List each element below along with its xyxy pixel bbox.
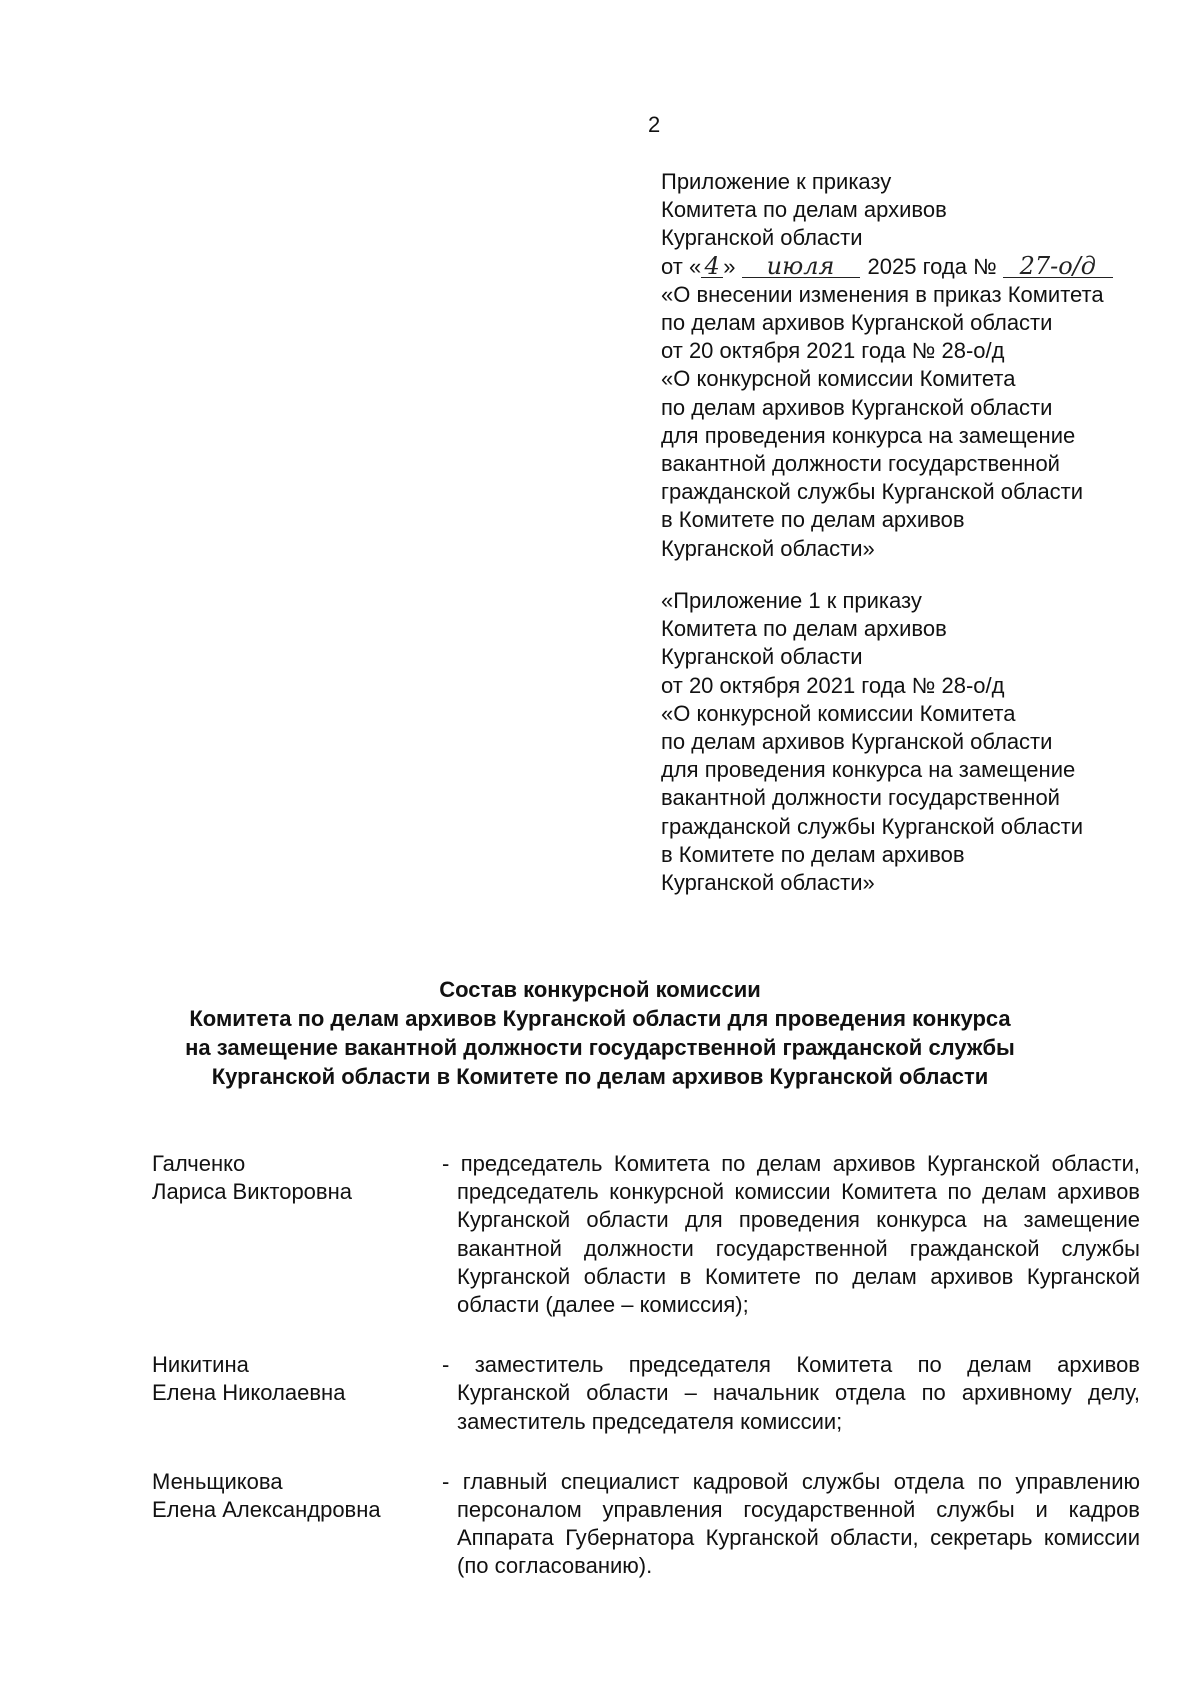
appendix-original-line: от 20 октября 2021 года № 28-о/д	[661, 672, 1005, 698]
appendix-original-line: гражданской службы Курганской области	[661, 813, 1084, 839]
appendix-header-line: для проведения конкурса на замещение	[661, 422, 1076, 448]
appendix-original-line: вакантной должности государственной	[661, 785, 1060, 811]
member-role: - председатель Комитета по делам архивов Курганской области, председатель конкурсной комиссии Комитета по делам архивов Курганской области для проведения конкурса на замещение вакантной должности государственной гражданской службы Курганской области в Комитете по делам архивов Курганской области (далее – комиссия);	[442, 1151, 1140, 1318]
page-number: 2	[648, 112, 661, 137]
appendix-header	[661, 168, 1181, 563]
member-given-names: Елена Александровна	[152, 1497, 381, 1523]
document-title	[120, 975, 1080, 1091]
appendix-header-line: «О внесении изменения в приказ Комитета	[661, 281, 1104, 307]
appendix-original-line: для проведения конкурса на замещение	[661, 757, 1076, 783]
member-row	[152, 1351, 1140, 1436]
member-role: - заместитель председателя Комитета по делам архивов Курганской области – начальник отдела по архивному делу, заместитель председателя комиссии;	[442, 1352, 1140, 1434]
date-year-label: 2025 года №	[867, 253, 997, 279]
member-given-names: Елена Николаевна	[152, 1380, 346, 1406]
member-row	[152, 1468, 1140, 1581]
member-name	[152, 1150, 442, 1319]
member-row	[152, 1150, 1140, 1319]
commission-members	[152, 1150, 1140, 1581]
appendix-header-line: Курганской области»	[661, 535, 875, 561]
handwritten-order-number: 27-о/д	[1003, 255, 1113, 278]
date-prefix: от «	[661, 253, 702, 279]
member-role: - главный специалист кадровой службы отдела по управлению персоналом управления государственной службы и кадров Аппарата Губернатора Курганской области, секретарь комиссии (по согласованию).	[442, 1468, 1140, 1579]
appendix-original-line: «Приложение 1 к приказу	[661, 588, 922, 613]
order-date-line	[661, 253, 1181, 281]
member-name	[152, 1468, 442, 1581]
appendix-original-line: Комитета по делам архивов	[661, 616, 947, 642]
appendix-original-line: по делам архивов Курганской области	[661, 729, 1053, 755]
appendix-header-line: по делам архивов Курганской области	[661, 310, 1053, 336]
member-name	[152, 1351, 442, 1436]
appendix-original-line: в Комитете по делам архивов	[661, 841, 965, 867]
appendix-original	[661, 587, 1181, 897]
document-title-line: на замещение вакантной должности государственной гражданской службы	[185, 1035, 1015, 1060]
appendix-header-line: от 20 октября 2021 года № 28-о/д	[661, 338, 1005, 364]
handwritten-month: июля	[742, 255, 860, 278]
member-surname: Никитина	[152, 1352, 249, 1378]
document-title-line: Состав конкурсной комиссии	[439, 977, 761, 1002]
appendix-original-line: Курганской области»	[661, 870, 875, 896]
member-surname: Меньщикова	[152, 1468, 283, 1494]
appendix-header-line: Курганской области	[661, 225, 863, 251]
appendix-original-line: Курганской области	[661, 644, 863, 670]
handwritten-day: 4	[701, 255, 723, 278]
appendix-header-line: гражданской службы Курганской области	[661, 479, 1084, 505]
appendix-header-line: по делам архивов Курганской области	[661, 394, 1053, 420]
appendix-header-line: в Комитете по делам архивов	[661, 507, 965, 533]
member-given-names: Лариса Викторовна	[152, 1179, 352, 1205]
document-title-line: Комитета по делам архивов Курганской области для проведения конкурса	[189, 1006, 1011, 1031]
appendix-header-line: Приложение к приказу	[661, 169, 892, 194]
member-surname: Галченко	[152, 1151, 246, 1176]
appendix-original-line: «О конкурсной комиссии Комитета	[661, 700, 1016, 726]
date-mid: »	[723, 253, 742, 279]
appendix-header-line: «О конкурсной комиссии Комитета	[661, 366, 1016, 392]
appendix-header-line: Комитета по делам архивов	[661, 197, 947, 223]
appendix-header-line: вакантной должности государственной	[661, 451, 1060, 477]
document-title-line: Курганской области в Комитете по делам архивов Курганской области	[211, 1064, 989, 1089]
